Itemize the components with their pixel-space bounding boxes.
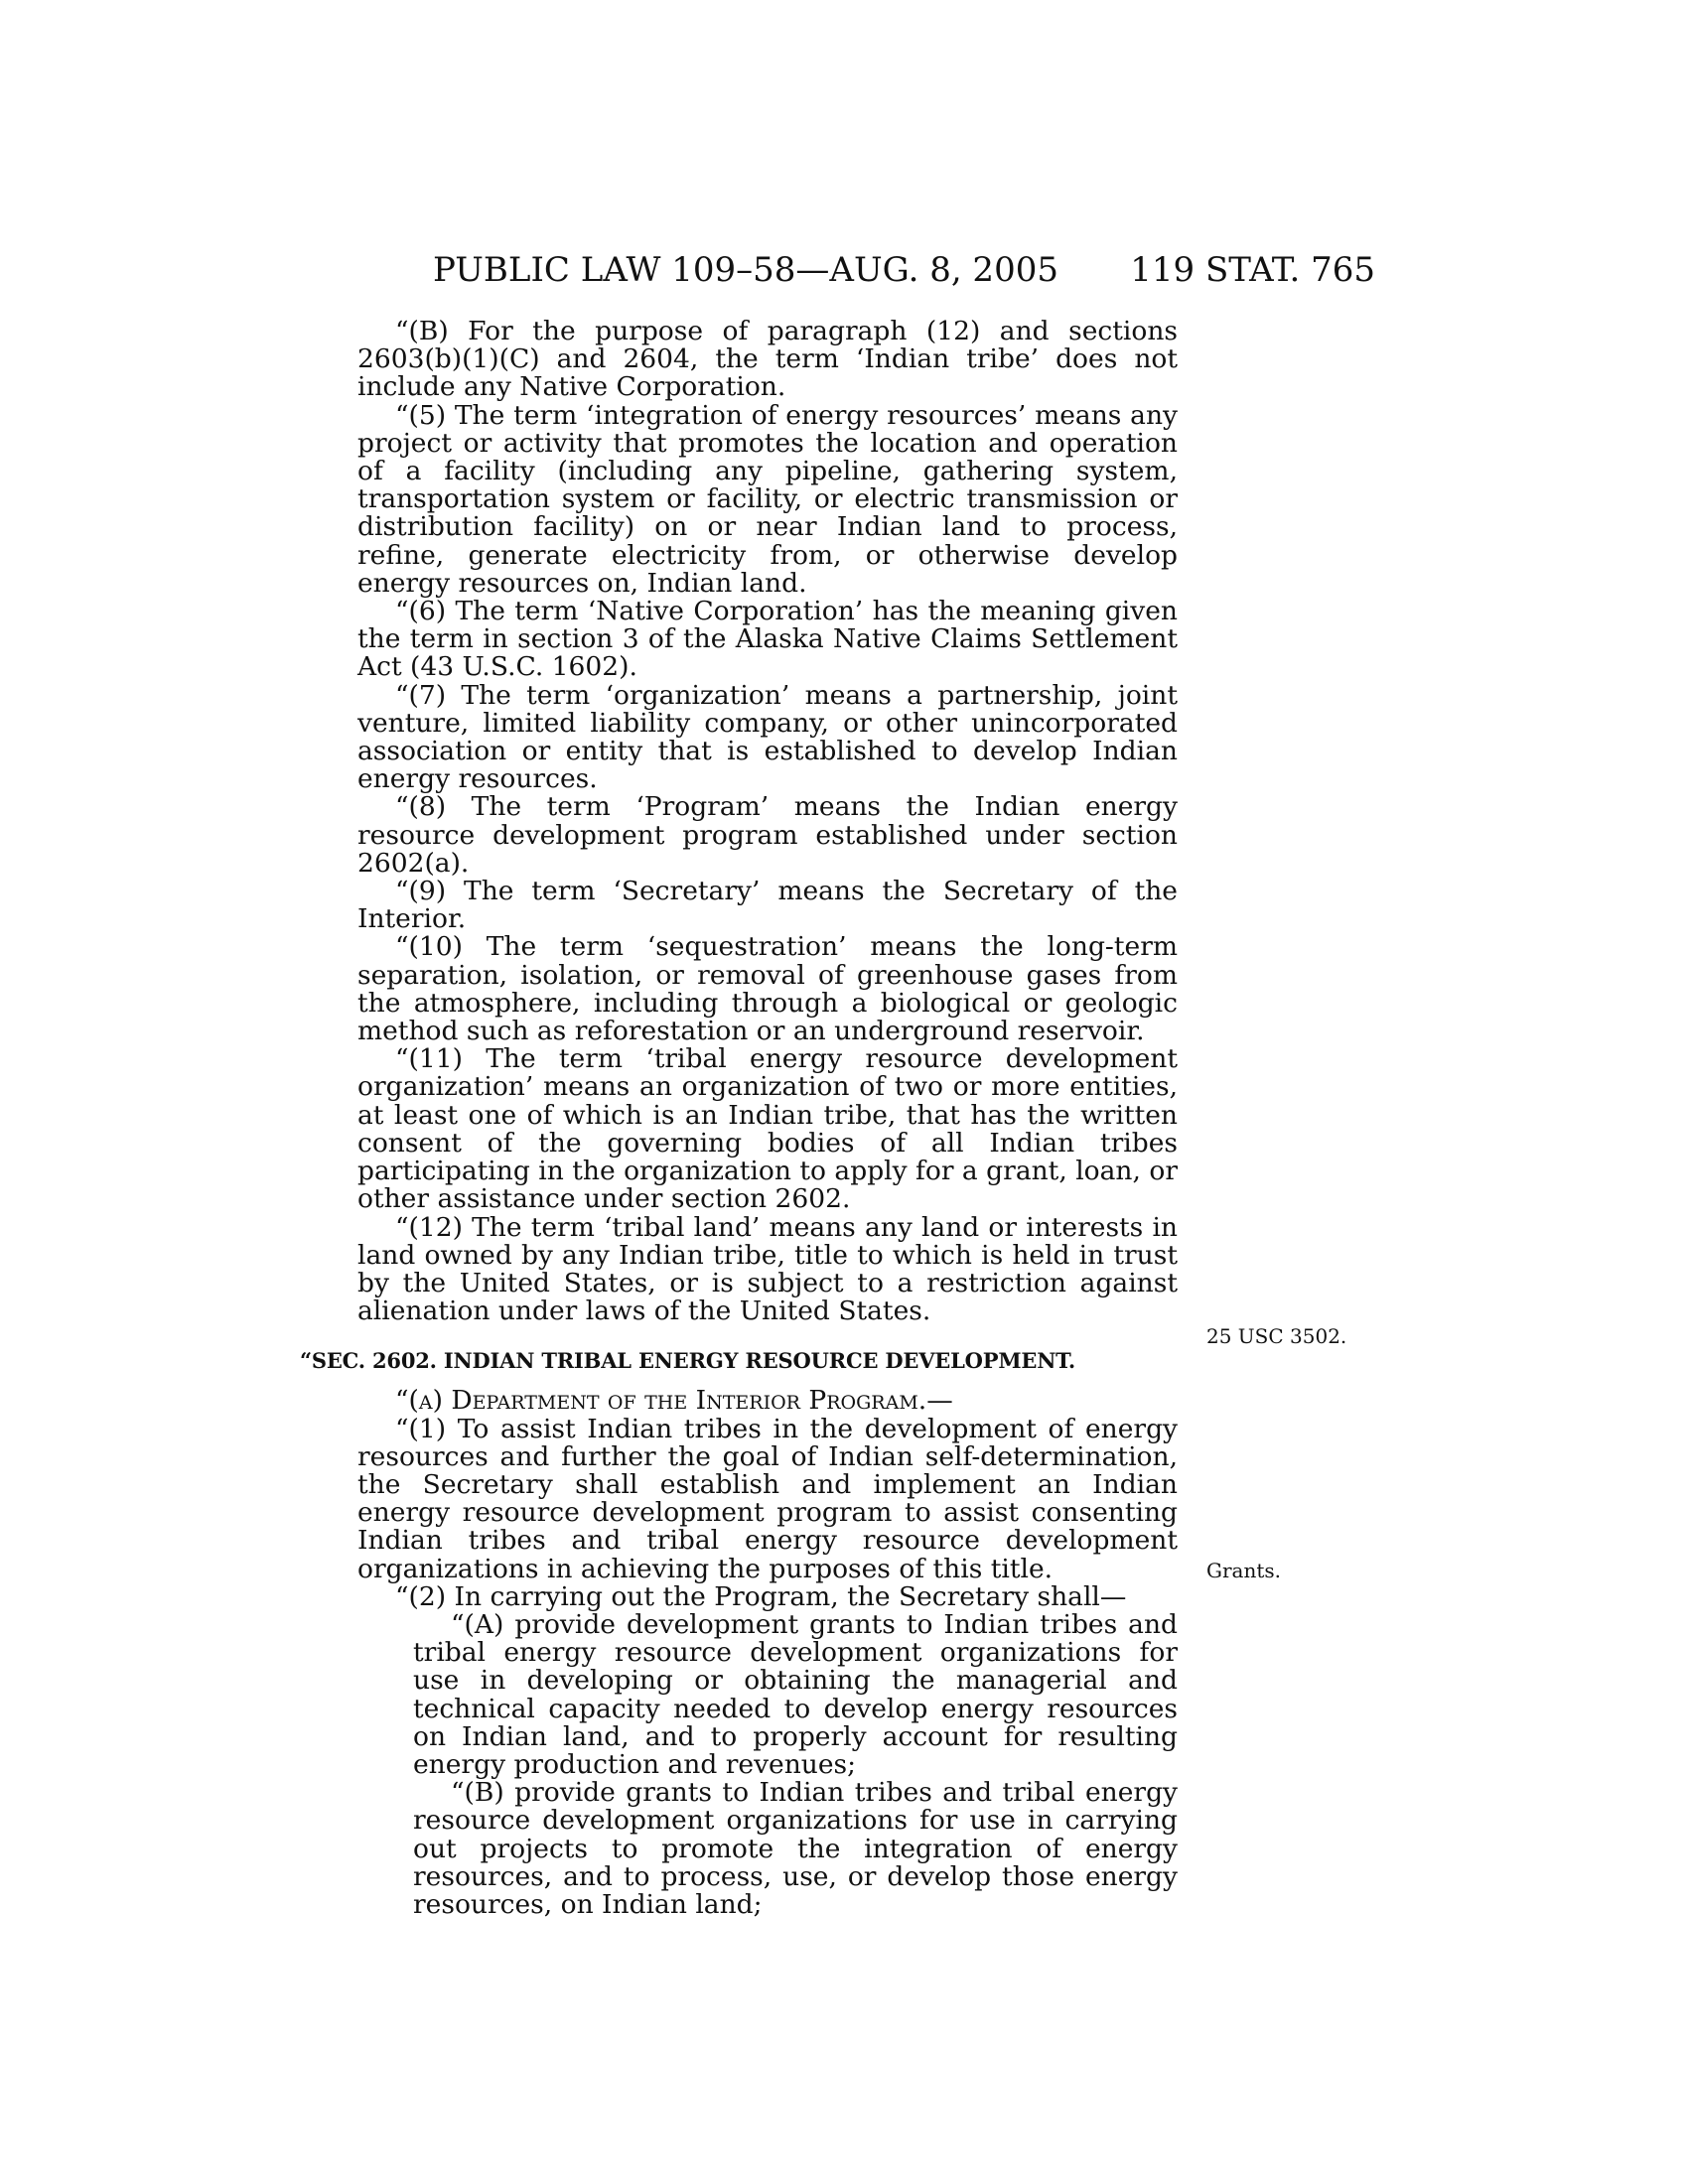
subsection-a-heading: “(a) Department of the Interior Program.— (395, 1385, 953, 1417)
paragraph-11: “(11) The term ‘tribal energy resource development organization’ means an organization of two or more entities, at least one of which is an Indian tribe, that has the written consent of the governing bodies of all Indian tribes participating in the organization to apply for a grant, loan, or other assistance under section 2602. (357, 1043, 1178, 1215)
paragraph-10: “(10) The term ‘sequestration’ means the long-term separation, isolation, or removal of greenhouse gases from the atmosphere, including through a biological or geologic method such as reforestation or an underground reservoir. (357, 931, 1178, 1047)
margin-note-grants: Grants. (1206, 1559, 1281, 1582)
running-head (357, 250, 1375, 290)
paragraph-a2A (357, 1608, 1178, 1780)
paragraph-a2: “(2) In carrying out the Program, the Secretary shall— (395, 1580, 1127, 1612)
paragraph-12: “(12) The term ‘tribal land’ means any land or interests in land owned by any Indian tribe, title to which is held in trust by the United States, or is subject to a restriction against alienation under laws of the United States. (357, 1211, 1178, 1327)
paragraph-4b: “(B) For the purpose of paragraph (12) and sections 2603(b)(1)(C) and 2604, the term ‘Indian tribe’ does not include any Native Corporation. (357, 316, 1178, 403)
paragraph-7: “(7) The term ‘organization’ means a partnership, joint venture, limited liability company, or other unincorporated association or entity that is established to develop Indian energy resources. (357, 679, 1178, 795)
page-header-stat: 119 STAT. 765 (1130, 250, 1375, 290)
paragraph-a1: “(1) To assist Indian tribes in the development of energy resources and further the goal of Indian self-determination, the Secretary shall establish and implement an Indian energy resource development program to assist consenting Indian tribes and tribal energy resource development organizations in achieving the purposes of this title. (357, 1413, 1178, 1584)
statute-body (300, 316, 1178, 1920)
paragraph-a2B (357, 1779, 1178, 1919)
paragraph-5: “(5) The term ‘integration of energy resources’ means any project or activity that promotes the location and operation of a facility (including any pipeline, gathering system, transportation system or facility, or electric transmission or distribution facility) on or near Indian land to process, refine, generate electricity from, or otherwise develop energy resources on, Indian land. (357, 399, 1178, 599)
paragraph-9: “(9) The term ‘Secretary’ means the Secretary of the Interior. (357, 876, 1178, 935)
paragraph-a2A-text: “(A) provide development grants to Indian tribes and tribal energy resource development organizations for use in developing or obtaining the managerial and technical capacity needed to develop energy resources on Indian land, and to properly account for resulting energy production and revenues; (413, 1608, 1178, 1780)
paragraph-a2B-text: “(B) provide grants to Indian tribes and tribal energy resource development organizations for use in carrying out projects to promote the integration of energy resources, and to process, use, or develop those energy resources, on Indian land; (413, 1777, 1178, 1920)
margin-note-usc: 25 USC 3502. (1206, 1324, 1347, 1348)
paragraph-6: “(6) The term ‘Native Corporation’ has the meaning given the term in section 3 of the Alaska Native Claims Settlement Act (43 U.S.C. 1602). (357, 596, 1178, 683)
page-header-title: PUBLIC LAW 109–58—AUG. 8, 2005 (433, 250, 1058, 290)
paragraph-8: “(8) The term ‘Program’ means the Indian energy resource development program established under section 2602(a). (357, 791, 1178, 879)
section-heading: “SEC. 2602. INDIAN TRIBAL ENERGY RESOURCE DEVELOPMENT. (300, 1348, 1076, 1374)
